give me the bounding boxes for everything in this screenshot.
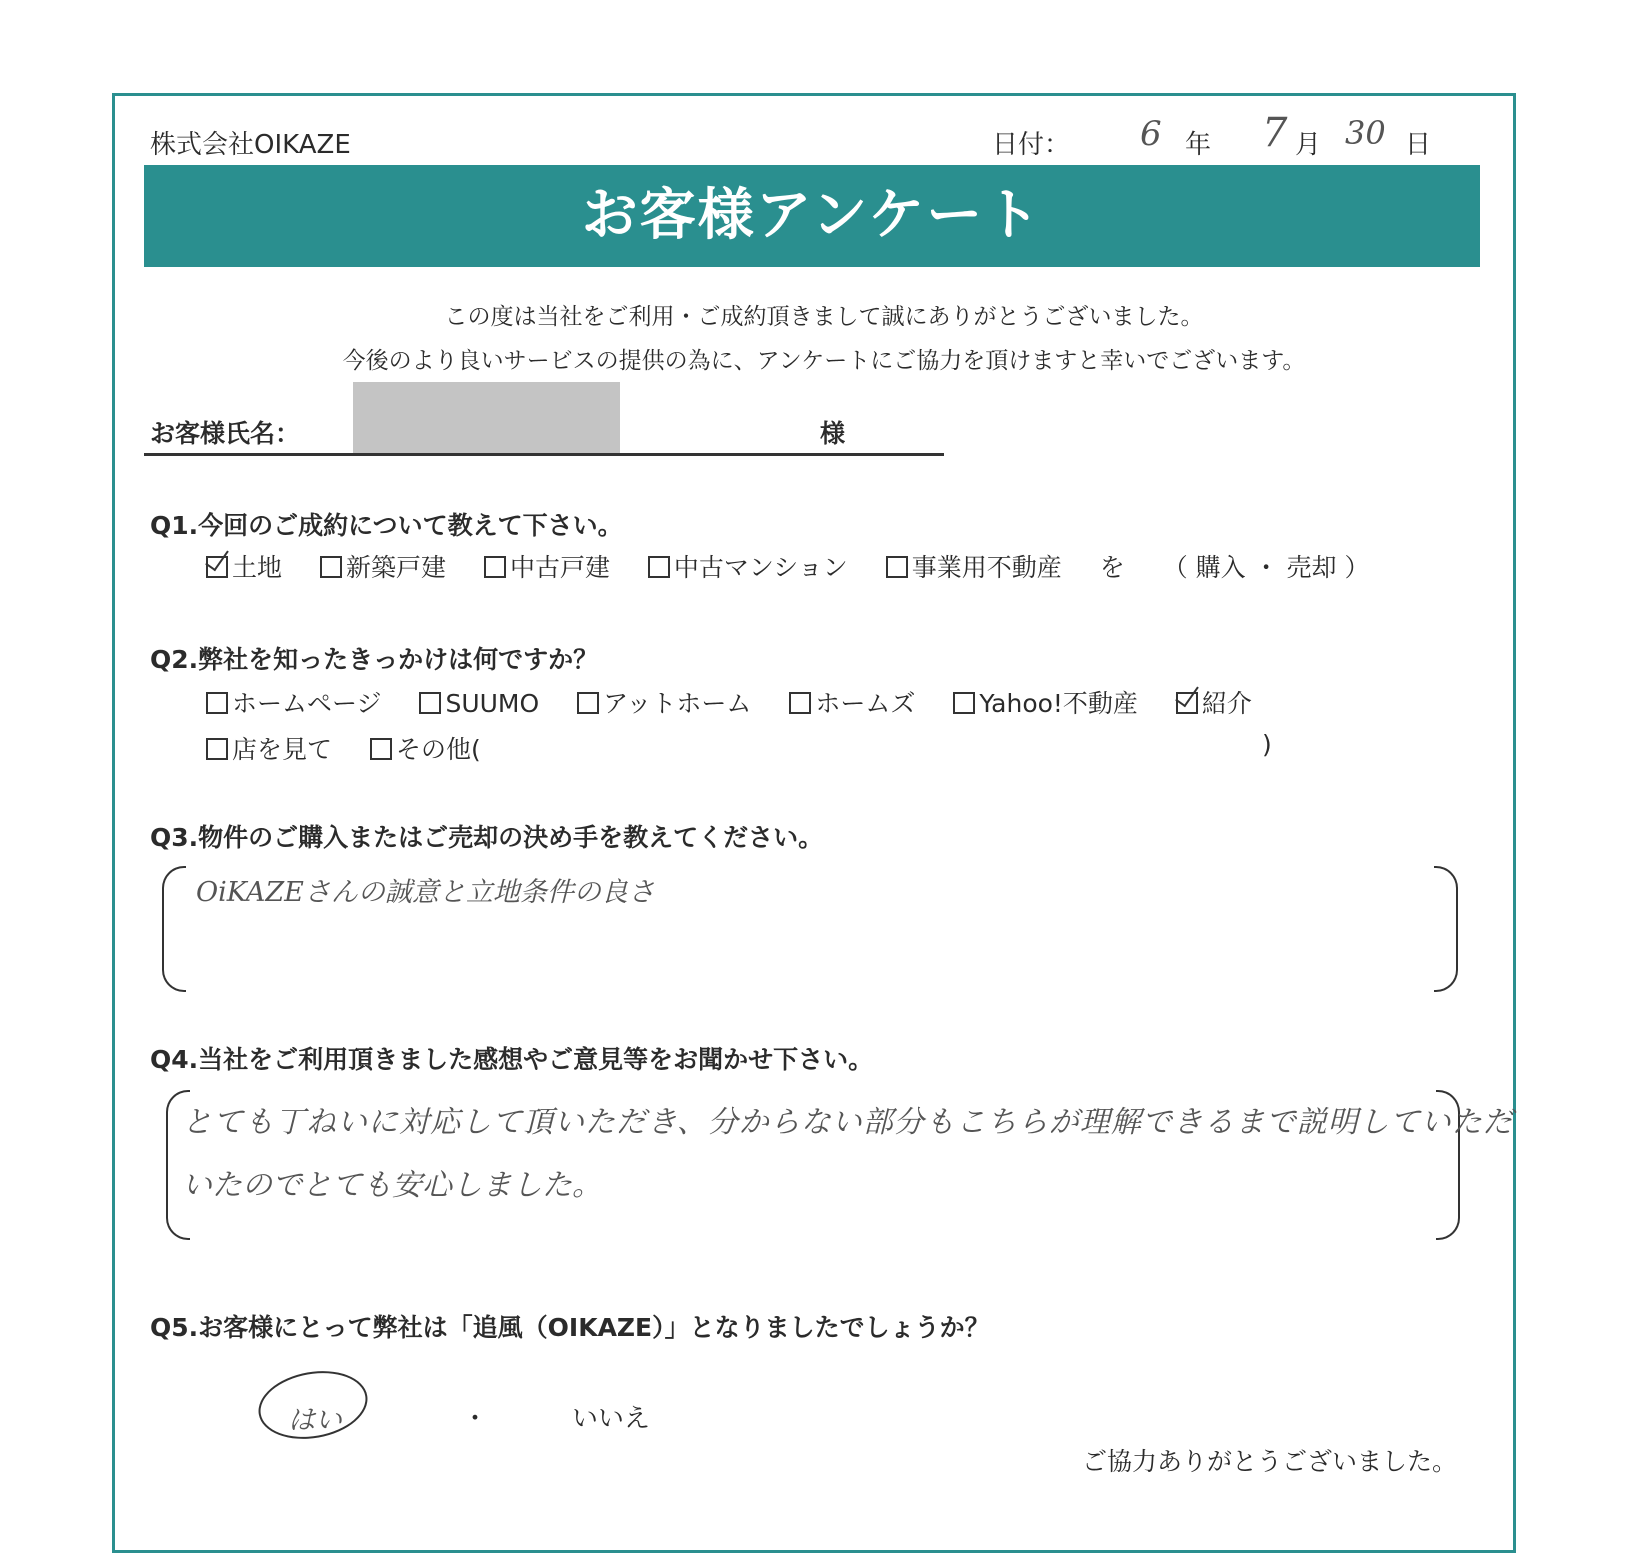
q2-checkbox-athome[interactable] (577, 692, 599, 714)
q1-connector: を (1099, 553, 1125, 582)
q1-checkbox-business-property[interactable] (886, 556, 908, 578)
q2-question: Q2.弊社を知ったきっかけは何ですか？ (150, 645, 599, 674)
q2-checkbox-homes[interactable] (789, 692, 811, 714)
date-year-value[interactable]: 6 (1140, 114, 1162, 154)
q2-option-suumo[interactable]: SUUMO (419, 689, 539, 718)
q3-answer[interactable]: OiKAZEさんの誠意と立地条件の良さ (196, 877, 655, 908)
q1-question: Q1.今回のご成約について教えて下さい。 (150, 511, 623, 540)
q1-option-used-house[interactable]: 中古戸建 (484, 548, 610, 584)
q2-options-row1 (206, 684, 1282, 720)
q2-checkbox-other[interactable] (370, 738, 392, 760)
date-year-unit: 年 (1185, 130, 1212, 160)
q5-question: Q5.お客様にとって弊社は「追風（OIKAZE）」となりましたでしょうか？ (150, 1313, 990, 1342)
q2-checkbox-yahoo[interactable] (953, 692, 975, 714)
q2-checkbox-store[interactable] (206, 738, 228, 760)
q1-option-land[interactable]: 土地 (206, 548, 282, 584)
customer-name-suffix: 様 (820, 419, 846, 448)
q4-question: Q4.当社をご利用頂きました感想やご意見等をお聞かせ下さい。 (150, 1045, 874, 1074)
q5-option-yes[interactable]: はい (288, 1405, 342, 1436)
q3-bracket-left (162, 866, 186, 992)
q2-option-homepage[interactable]: ホームページ (206, 684, 382, 720)
q1-checkbox-used-house[interactable] (484, 556, 506, 578)
q3-question: Q3.物件のご購入またはご売却の決め手を教えてください。 (150, 823, 824, 852)
q1-checkbox-land[interactable] (206, 556, 228, 578)
q3-bracket-right (1434, 866, 1458, 992)
q2-option-referral[interactable]: 紹介 (1176, 684, 1252, 720)
q1-checkbox-new-house[interactable] (320, 556, 342, 578)
q1-options (206, 548, 1369, 584)
q1-option-business-property[interactable]: 事業用不動産 (886, 548, 1062, 584)
company-name: 株式会社OIKAZE (150, 130, 351, 160)
q1-option-used-mansion[interactable]: 中古マンション (648, 548, 848, 584)
customer-name-label: お客様氏名： (150, 419, 301, 448)
q1-purpose[interactable]: （ 購入 ・ 売却 ） (1162, 553, 1370, 582)
q4-answer-line-2[interactable]: いたのでとても安心しました。 (182, 1168, 602, 1203)
intro-line-2: 今後のより良いサービスの提供の為に、アンケートにご協力を頂けますと幸いでございます。 (342, 348, 1306, 374)
customer-name-underline (144, 453, 944, 456)
date-label: 日付： (992, 130, 1071, 160)
date-month-unit: 月 (1295, 130, 1322, 160)
q2-checkbox-referral[interactable] (1176, 692, 1198, 714)
q1-option-new-house[interactable]: 新築戸建 (320, 548, 446, 584)
q2-option-store[interactable]: 店を見て (206, 730, 332, 766)
q2-checkbox-homepage[interactable] (206, 692, 228, 714)
q2-option-homes[interactable]: ホームズ (789, 684, 915, 720)
q2-checkbox-suumo[interactable] (419, 692, 441, 714)
q5-separator: ・ (462, 1404, 489, 1434)
q1-checkbox-used-mansion[interactable] (648, 556, 670, 578)
q2-options-row2 (206, 730, 511, 766)
q2-other-close-paren: ) (1262, 730, 1272, 759)
customer-name-redacted[interactable] (353, 382, 620, 454)
q2-option-other[interactable]: その他( (370, 730, 481, 766)
date-day-value[interactable]: 30 (1345, 114, 1386, 152)
q2-option-yahoo[interactable]: Yahoo!不動産 (953, 684, 1138, 720)
q5-option-no[interactable]: いいえ (572, 1404, 651, 1434)
q2-option-athome[interactable]: アットホーム (577, 684, 751, 720)
date-day-unit: 日 (1405, 130, 1432, 160)
thanks-message: ご協力ありがとうございました。 (1082, 1447, 1458, 1476)
survey-title: お客様アンケート (144, 165, 1480, 267)
intro-line-1: この度は当社をご利用・ご成約頂きまして誠にありがとうございました。 (444, 304, 1204, 330)
date-month-value[interactable]: 7 (1262, 110, 1288, 156)
q4-answer-line-1[interactable]: とても丁ねいに対応して頂いただき、分からない部分もこちらが理解できるまで説明していただ (182, 1105, 1514, 1140)
